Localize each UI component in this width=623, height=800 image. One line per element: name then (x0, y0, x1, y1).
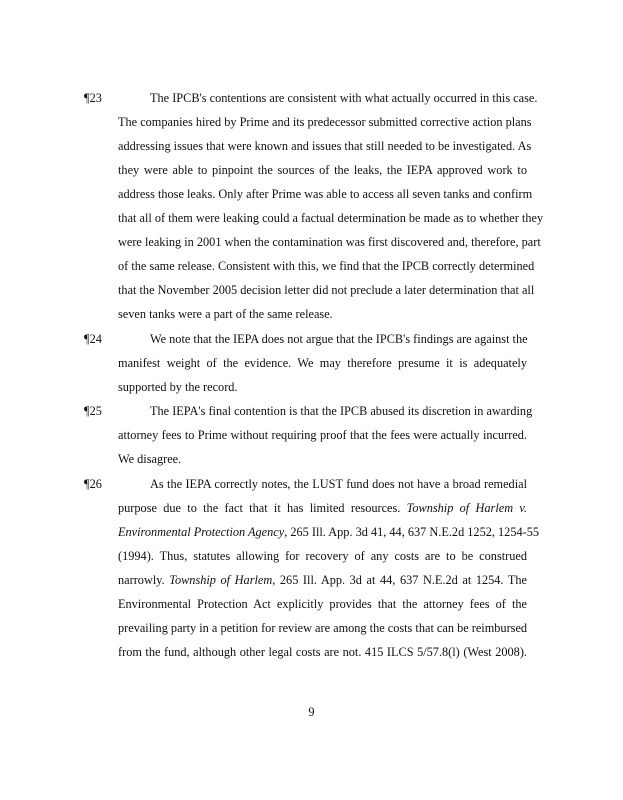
text-line: were leaking in 2001 when the contamination was first discovered and, therefore, part (118, 235, 541, 249)
text-line: The IEPA's final contention is that the IPCB abused its discretion in awarding (150, 404, 533, 418)
text-line: they were able to pinpoint the sources of the leaks, the IEPA approved work to (118, 163, 527, 177)
text-line: from the fund, although other legal costs are not. 415 ILCS 5/57.8(l) (West 2008). (118, 645, 527, 659)
text-line: We note that the IEPA does not argue that the IPCB's findings are against the (150, 332, 528, 346)
text-line: Environmental Protection Agency, 265 Ill. App. 3d 41, 44, 637 N.E.2d 1252, 1254-55 (118, 525, 540, 539)
text-line: (1994). Thus, statutes allowing for recovery of any costs are to be construed (118, 549, 527, 563)
text-line: attorney fees to Prime without requiring proof that the fees were actually incurred. (118, 428, 527, 442)
paragraph-number: ¶23 (84, 91, 102, 105)
text-line: address those leaks. Only after Prime was able to access all seven tanks and confirm (118, 187, 533, 201)
text-line: We disagree. (118, 452, 182, 466)
text-line: As the IEPA correctly notes, the LUST fund does not have a broad remedial (150, 477, 527, 491)
text-line: prevailing party in a petition for review are among the costs that can be reimbursed (118, 621, 528, 635)
paragraph-number: ¶26 (84, 477, 102, 491)
text-line: addressing issues that were known and issues that still needed to be investigated. As (118, 139, 532, 153)
paragraph-number: ¶25 (84, 404, 102, 418)
paragraph-number: ¶24 (84, 332, 102, 346)
page-number: 9 (308, 705, 315, 719)
text-line: that the November 2005 decision letter did not preclude a later determination that all (118, 283, 535, 297)
text-line: narrowly. Township of Harlem, 265 Ill. App. 3d at 44, 637 N.E.2d at 1254. The (118, 573, 527, 587)
text-line: seven tanks were a part of the same release. (118, 307, 333, 321)
text-line: manifest weight of the evidence. We may therefore presume it is adequately (118, 356, 527, 370)
text-line: purpose due to the fact that it has limited resources. Township of Harlem v. (118, 501, 527, 515)
text-line: supported by the record. (118, 380, 238, 394)
text-line: The companies hired by Prime and its predecessor submitted corrective action plans (118, 115, 532, 129)
text-line: that all of them were leaking could a factual determination be made as to whether they (118, 211, 544, 225)
text-line: The IPCB's contentions are consistent with what actually occurred in this case. (150, 91, 538, 105)
text-line: of the same release. Consistent with this, we find that the IPCB correctly determined (118, 259, 535, 273)
text-line: Environmental Protection Act explicitly provides that the attorney fees of the (118, 597, 527, 611)
